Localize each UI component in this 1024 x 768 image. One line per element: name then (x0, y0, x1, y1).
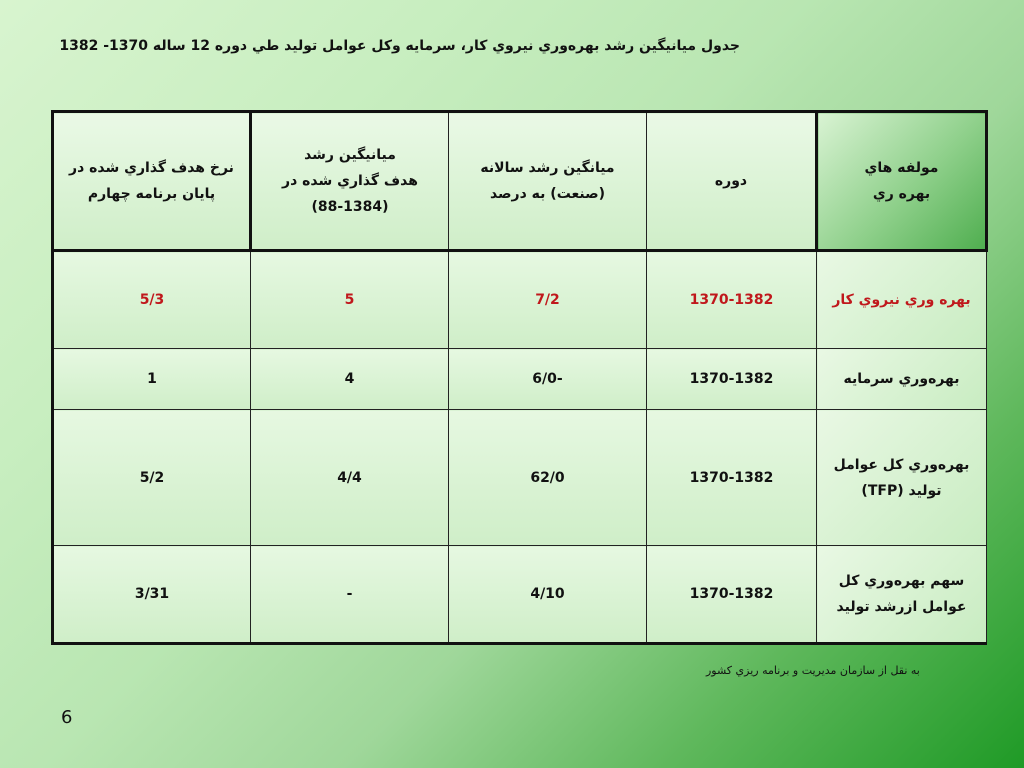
row-component: بهره‌وري كل عوامل توليد (TFP) (817, 410, 987, 546)
row-target-avg: 5 (251, 251, 449, 349)
row-target-avg: - (251, 546, 449, 644)
row-component: سهم بهره‌وري كل عوامل ازرشد توليد (817, 546, 987, 644)
row-target-rate: 5/3 (53, 251, 251, 349)
row-period: 1370-1382 (647, 546, 817, 644)
row-target-rate: 5/2 (53, 410, 251, 546)
header-component: مولفه هاي بهره ري (817, 112, 987, 251)
table-row (53, 251, 987, 349)
productivity-table (51, 110, 988, 645)
row-component: بهره وري نيروي كار (817, 251, 987, 349)
source-footnote: به نقل از سازمان مديريت و برنامه ريزي كشور (706, 664, 920, 677)
header-avg-growth: ميانگين رشد سالانه (صنعت) به درصد (449, 112, 647, 251)
row-period: 1370-1382 (647, 349, 817, 410)
header-target-rate: نرخ هدف گذاري شده در پايان برنامه چهارم (53, 112, 251, 251)
row-target-avg: 4/4 (251, 410, 449, 546)
table-row (53, 546, 987, 644)
slide-title: جدول ميانيگين رشد بهره‌وري نيروي كار، سرمايه وكل عوامل توليد طي دوره 12 ساله 1370- 1382 (59, 38, 740, 54)
row-avg-growth: 7/2 (449, 251, 647, 349)
row-target-rate: 1 (53, 349, 251, 410)
row-avg-growth: -6/0 (449, 349, 647, 410)
row-target-avg: 4 (251, 349, 449, 410)
table-row (53, 349, 987, 410)
row-avg-growth: 4/10 (449, 546, 647, 644)
page-number: 6 (61, 707, 73, 728)
header-target-avg: ميانيگين رشد هدف گذاري شده در (88-1384) (251, 112, 449, 251)
row-avg-growth: 62/0 (449, 410, 647, 546)
table-row (53, 410, 987, 546)
table-header-row (53, 112, 987, 251)
header-period: دوره (647, 112, 817, 251)
row-period: 1370-1382 (647, 410, 817, 546)
row-component: بهره‌وري سرمايه (817, 349, 987, 410)
row-target-rate: 3/31 (53, 546, 251, 644)
row-period: 1370-1382 (647, 251, 817, 349)
